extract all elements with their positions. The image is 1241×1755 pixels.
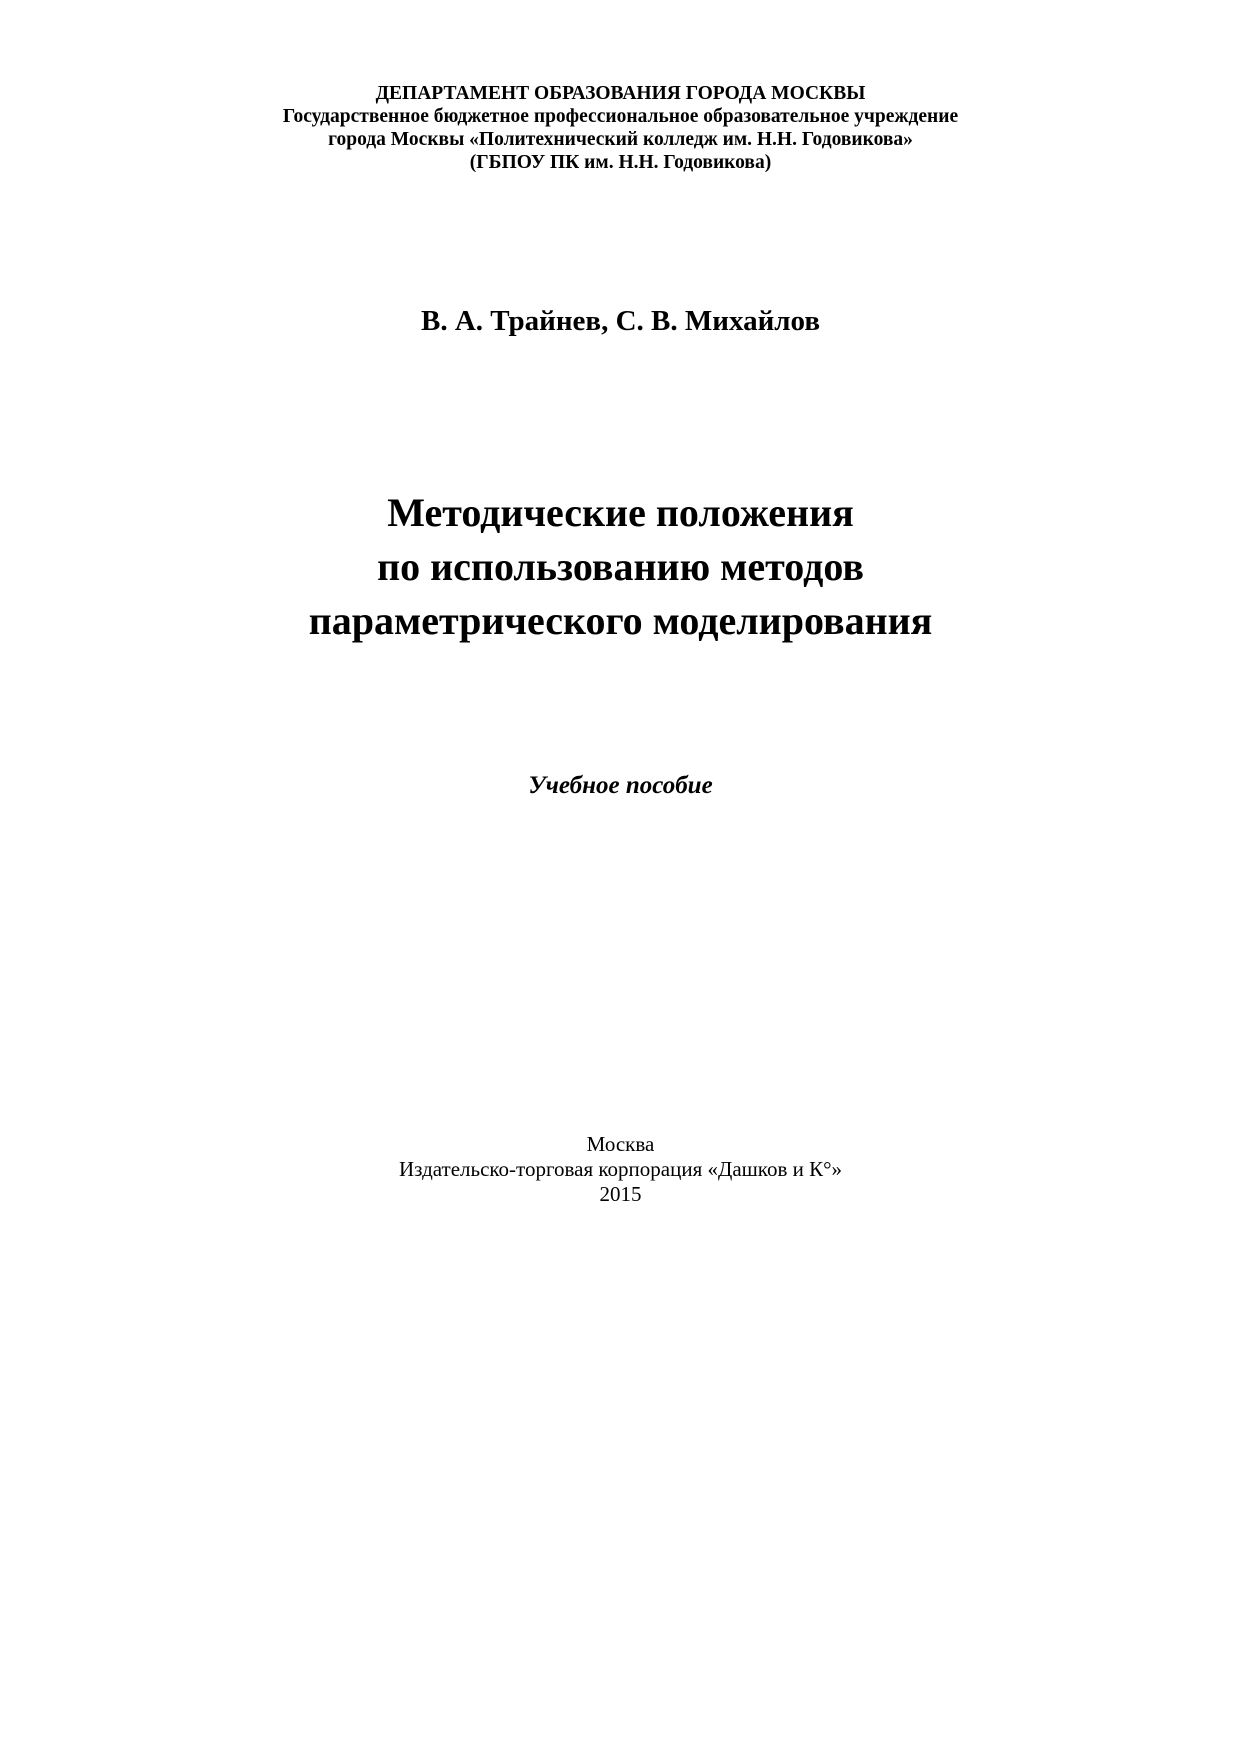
book-title-line-1: Методические положения bbox=[387, 490, 854, 535]
book-subtitle: Учебное пособие bbox=[528, 772, 713, 799]
imprint-city: Москва bbox=[586, 1132, 655, 1156]
book-title-line-2: по использованию методов bbox=[377, 544, 864, 589]
department-name: ДЕПАРТАМЕНТ ОБРАЗОВАНИЯ ГОРОДА МОСКВЫ bbox=[375, 83, 866, 104]
authors: В. А. Трайнев, С. В. Михайлов bbox=[420, 305, 820, 337]
imprint bbox=[0, 1132, 1241, 1207]
book-title-line-3: параметрического моделирования bbox=[308, 598, 933, 643]
book-title bbox=[0, 486, 1241, 648]
institution-name-line-2: города Москвы «Политехнический колледж им. Н.Н. Годовикова» bbox=[328, 129, 913, 150]
institution-name-line-1: Государственное бюджетное профессиональное образовательное учреждение bbox=[282, 106, 959, 127]
institution-header bbox=[0, 82, 1241, 174]
institution-abbreviation: (ГБПОУ ПК им. Н.Н. Годовикова) bbox=[469, 152, 772, 173]
imprint-year: 2015 bbox=[599, 1182, 642, 1206]
imprint-publisher: Издательско-торговая корпорация «Дашков и К°» bbox=[399, 1157, 842, 1181]
